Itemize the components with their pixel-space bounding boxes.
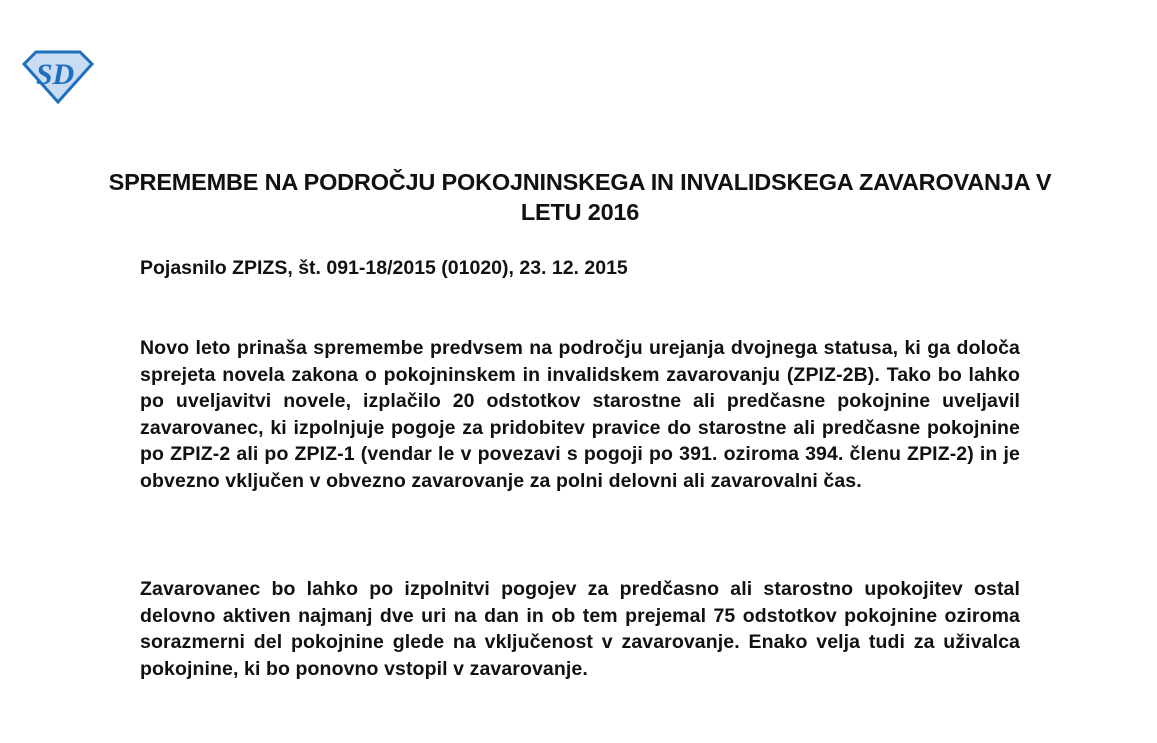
logo-icon <box>22 50 94 104</box>
document-reference: Pojasnilo ZPIZS, št. 091-18/2015 (01020), 23. 12. 2015 <box>140 257 628 279</box>
paragraph: Novo leto prinaša spremembe predvsem na področju urejanja dvojnega statusa, ki ga določa sprejeta novela zakona o pokojninskem in invalidskem zavarovanju (ZPIZ-2B). Tako bo lahko po uveljavitvi novele, izplačilo 20 odstotkov starostne ali predčasne pokojnine uveljavil zavarovanec, ki izpolnjuje pogoje za pridobitev pravice do starostne ali predčasne pokojnine po ZPIZ-2 ali po ZPIZ-1 (vendar le v povezavi s pogoji po 391. oziroma 394. členu ZPIZ-2) in je obvezno vključen v obvezno zavarovanje za polni delovni ali zavarovalni čas. <box>140 337 1020 492</box>
paragraph: Zavarovanec bo lahko po izpolnitvi pogojev za predčasno ali starostno upokojitev ostal delovno aktiven najmanj dve uri na dan in ob tem prejemal 75 odstotkov pokojnine oziroma sorazmerni del pokojnine glede na vključenost v zavarovanje. Enako velja tudi za uživalca pokojnine, ki bo ponovno vstopil v zavarovanje. <box>140 578 1020 680</box>
svg-text:SD: SD <box>35 58 75 91</box>
document-title: SPREMEMBE NA PODROČJU POKOJNINSKEGA IN INVALIDSKEGA ZAVAROVANJA V LETU 2016 <box>108 169 1052 225</box>
